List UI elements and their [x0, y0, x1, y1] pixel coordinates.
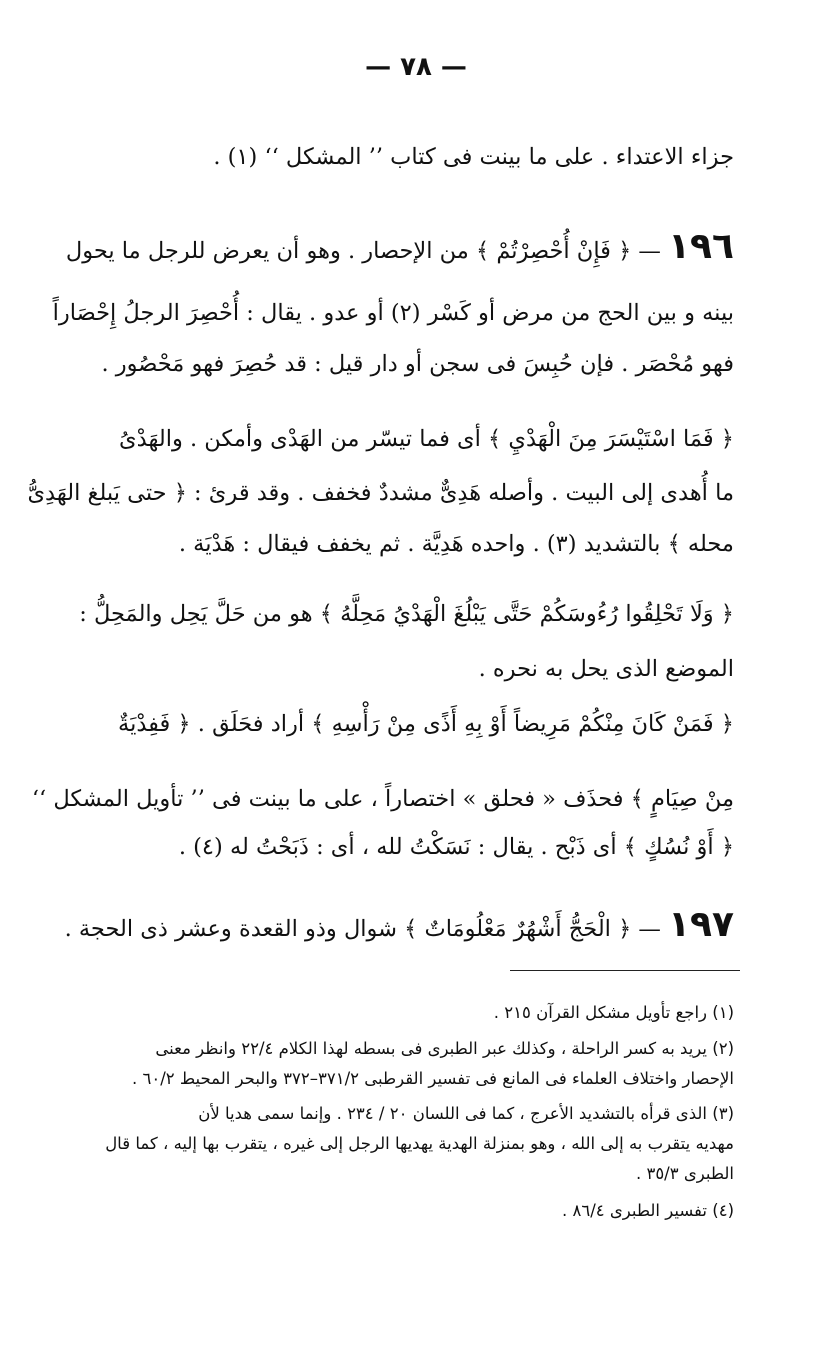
text-line: ١٩٦ — ﴿ فَإِنْ أُحْصِرْتُمْ ﴾ من الإحصار . وهو أن يعرض للرجل ما يحول	[65, 226, 734, 267]
text-line: ﴿ فَمَنْ كَانَ مِنْكُمْ مَرِيضاً أَوْ بِهِ أَذًى مِنْ رَأْسِهِ ﴾ أراد فحَلَق . ﴿ فَفِدْيَةٌ	[118, 711, 734, 737]
text-line: فهو مُحْصَر . فإن حُبِسَ فى سجن أو دار قيل : قد حُصِرَ فهو مَحْصُور .	[101, 351, 734, 377]
text-line: ﴿ وَلَا تَحْلِقُوا رُءُوسَكُمْ حَتَّى يَبْلُغَ الْهَدْيُ مَحِلَّهُ ﴾ هو من حَلَّ يَحِل والمَحِلُّ :	[79, 601, 734, 627]
text-line: محله ﴾ بالتشديد (٣) . واحده هَدِيَّة . ثم يخفف فيقال : هَدْيَة .	[178, 531, 734, 557]
text-line: ما أُهدى إلى البيت . وأصله هَدِىٌّ مشددٌ فخفف . وقد قرئ : ﴿ حتى يَبلغ الهَدِىُّ	[27, 480, 734, 506]
footnote-line: الإحصار واختلاف العلماء فى المانع فى تفسير القرطبى ٣٧١/٢–٣٧٢ والبحر المحيط ٦٠/٢ .	[131, 1069, 734, 1088]
footnote-line: (٤) تفسير الطبرى ٨٦/٤ .	[561, 1201, 734, 1220]
text-line: الموضع الذى يحل به نحره .	[478, 656, 734, 682]
footnote-line: (٢) يريد به كسر الراحلة ، وكذلك عبر الطبرى فى بسطه لهذا الكلام ٢٢/٤ وانظر معنى	[155, 1039, 734, 1058]
footnote-divider	[510, 970, 740, 971]
text-line: جزاء الاعتداء . على ما بينت فى كتاب ’’ المشكل ‘‘ (١) .	[213, 144, 734, 170]
text-line: مِنْ صِيَامٍ ﴾ فحذَف « فحلق » اختصاراً ، على ما بينت فى ’’ تأويل المشكل ‘‘	[31, 786, 734, 812]
text-line: ١٩٧ — ﴿ الْحَجُّ أَشْهُرٌ مَعْلُومَاتٌ ﴾ شوال وذو القعدة وعشر ذى الحجة .	[64, 904, 734, 945]
text-line: بينه و بين الحج من مرض أو كَسْر (٢) أو عدو . يقال : أُحْصِرَ الرجلُ إِحْصَاراً	[52, 300, 734, 326]
footnote-line: (١) راجع تأويل مشكل القرآن ٢١٥ .	[493, 1003, 734, 1022]
entry-number: ١٩٧	[668, 904, 734, 945]
entry-number: ١٩٦	[668, 226, 734, 267]
footnote-line: مهديه يتقرب به إلى الله ، وهو بمنزلة الهدية يهديها الرجل إلى غيره ، يتقرب بها إليه ، كما قال	[105, 1134, 734, 1153]
footnote-line: (٣) الذى قرأه بالتشديد الأعرج ، كما فى اللسان ٢٠ / ٢٣٤ . وإنما سمى هديا لأن	[198, 1104, 734, 1123]
footnote-line: الطبرى ٣٥/٣ .	[635, 1164, 734, 1183]
text-line: ﴿ فَمَا اسْتَيْسَرَ مِنَ الْهَدْيِ ﴾ أى فما تيسّر من الهَدْى وأمكن . والهَدْىُ	[119, 426, 734, 452]
text-line: ﴿ أَوْ نُسُكٍ ﴾ أى ذَبْح . يقال : نَسَكْتُ لله ، أى : ذَبَحْتُ له (٤) .	[178, 834, 734, 860]
page-number: — ٧٨ —	[365, 52, 467, 82]
